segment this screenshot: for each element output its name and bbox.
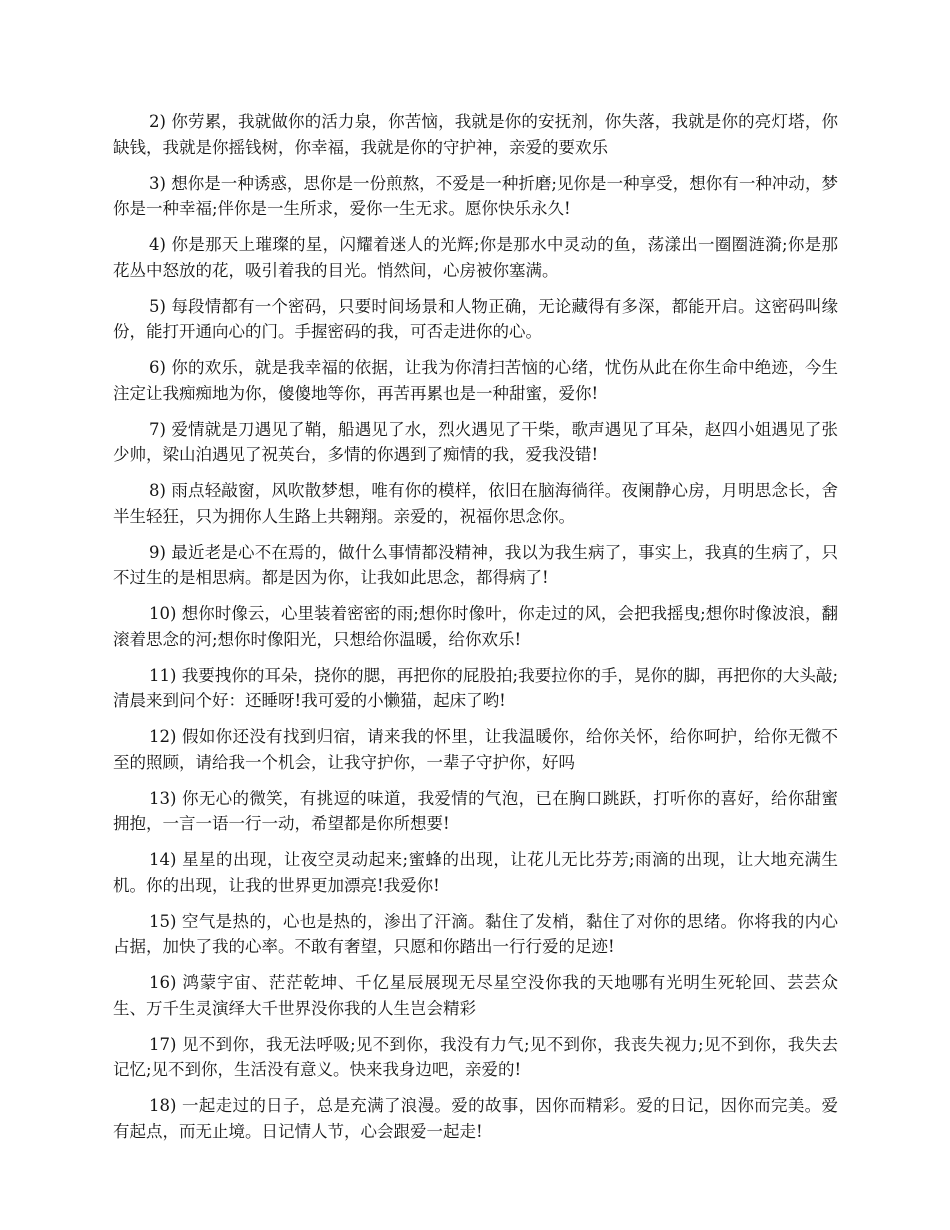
paragraph-6: 6) 你的欢乐，就是我幸福的依据，让我为你清扫苦恼的心绪，忧伤从此在你生命中绝迹，今生注定让我痴痴地为你，傻傻地等你，再苦再累也是一种甜蜜，爱你!	[113, 358, 838, 403]
paragraph-10: 10) 想你时像云，心里装着密密的雨;想你时像叶，你走过的风，会把我摇曳;想你时像波浪，翻滚着思念的河;想你时像阳光，只想给你温暖，给你欢乐!	[113, 604, 838, 649]
paragraph-8: 8) 雨点轻敲窗，风吹散梦想，唯有你的模样，依旧在脑海徜徉。夜阑静心房，月明思念长，舍半生轻狂，只为拥你人生路上共翱翔。亲爱的，祝福你思念你。	[113, 481, 838, 526]
paragraph-7: 7) 爱情就是刀遇见了鞘，船遇见了水，烈火遇见了干柴，歌声遇见了耳朵，赵四小姐遇见了张少帅，梁山泊遇见了祝英台，多情的你遇到了痴情的我，爱我没错!	[113, 419, 838, 464]
paragraph-15: 15) 空气是热的，心也是热的，渗出了汗滴。黏住了发梢，黏住了对你的思绪。你将我的内心占据，加快了我的心率。不敢有奢望，只愿和你踏出一行行爱的足迹!	[113, 911, 838, 956]
document-body	[113, 109, 838, 1155]
paragraph-3: 3) 想你是一种诱惑，思你是一份煎熬，不爱是一种折磨;见你是一种享受，想你有一种冲动，梦你是一种幸福;伴你是一生所求，爱你一生无求。愿你快乐永久!	[113, 173, 838, 218]
paragraph-12: 12) 假如你还没有找到归宿，请来我的怀里，让我温暖你，给你关怀，给你呵护，给你无微不至的照顾，请给我一个机会，让我守护你，一辈子守护你，好吗	[113, 727, 838, 772]
paragraph-4: 4) 你是那天上璀璨的星，闪耀着迷人的光辉;你是那水中灵动的鱼，荡漾出一圈圈涟漪;你是那花丛中怒放的花，吸引着我的目光。悄然间，心房被你塞满。	[113, 235, 838, 280]
paragraph-18: 18) 一起走过的日子，总是充满了浪漫。爱的故事，因你而精彩。爱的日记，因你而完美。爱有起点，而无止境。日记情人节，心会跟爱一起走!	[113, 1096, 838, 1141]
paragraph-17: 17) 见不到你，我无法呼吸;见不到你，我没有力气;见不到你，我丧失视力;见不到你，我失去记忆;见不到你，生活没有意义。快来我身边吧，亲爱的!	[113, 1034, 838, 1079]
paragraph-9: 9) 最近老是心不在焉的，做什么事情都没精神，我以为我生病了，事实上，我真的生病了，只不过生的是相思病。都是因为你，让我如此思念，都得病了!	[113, 542, 838, 587]
paragraph-2: 2) 你劳累，我就做你的活力泉，你苦恼，我就是你的安抚剂，你失落，我就是你的亮灯塔，你缺钱，我就是你摇钱树，你幸福，我就是你的守护神，亲爱的要欢乐	[113, 112, 838, 157]
paragraph-5: 5) 每段情都有一个密码，只要时间场景和人物正确，无论藏得有多深，都能开启。这密码叫缘份，能打开通向心的门。手握密码的我，可否走进你的心。	[113, 296, 838, 341]
paragraph-13: 13) 你无心的微笑，有挑逗的味道，我爱情的气泡，已在胸口跳跃，打听你的喜好，给你甜蜜拥抱，一言一语一行一动，希望都是你所想要!	[113, 788, 838, 833]
paragraph-16: 16) 鸿蒙宇宙、茫茫乾坤、千亿星辰展现无尽星空没你我的天地哪有光明生死轮回、芸芸众生、万千生灵演绎大千世界没你我的人生岂会精彩	[113, 973, 838, 1018]
paragraph-11: 11) 我要拽你的耳朵，挠你的腮，再把你的屁股拍;我要拉你的手，晃你的脚，再把你的大头敲;清晨来到问个好：还睡呀!我可爱的小懒猫，起床了哟!	[113, 665, 838, 710]
paragraph-14: 14) 星星的出现，让夜空灵动起来;蜜蜂的出现，让花儿无比芬芳;雨滴的出现，让大地充满生机。你的出现，让我的世界更加漂亮!我爱你!	[113, 850, 838, 895]
